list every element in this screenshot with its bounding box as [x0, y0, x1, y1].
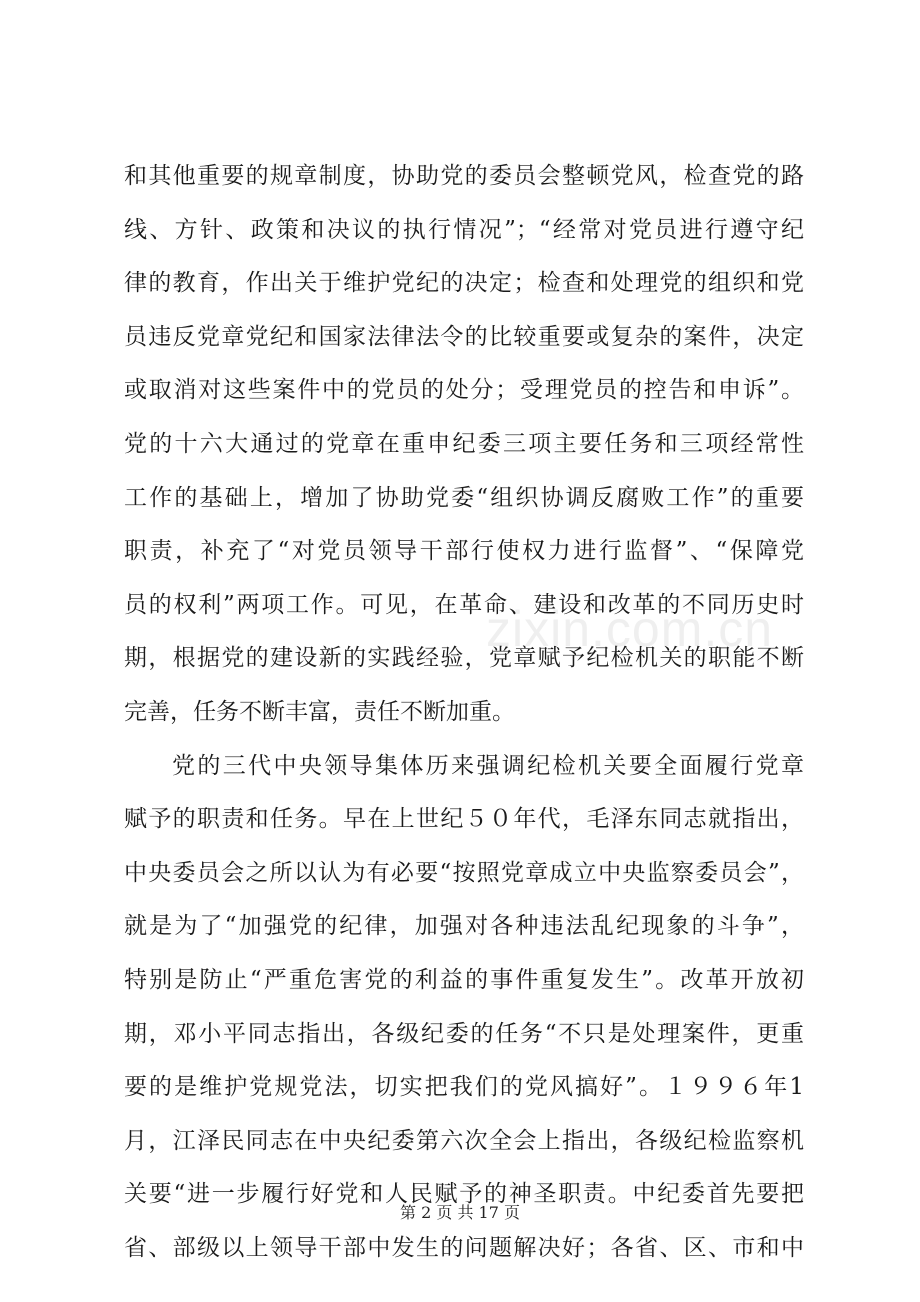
text-line: 省、部级以上领导干部中发生的问题解决好；各省、区、市和中	[124, 1234, 804, 1261]
text-line: 特别是防止“严重危害党的利益的事件重复发生”。改革开放初	[124, 966, 804, 993]
body-text	[124, 150, 804, 1275]
text-line: 工作的基础上，增加了协助党委“组织协调反腐败工作”的重要	[124, 484, 804, 511]
watermark: zixin.com.cn	[486, 601, 774, 657]
text-line: 党的十六大通过的党章在重申纪委三项主要任务和三项经常性	[124, 430, 804, 457]
text-line: 线、方针、政策和决议的执行情况”；“经常对党员进行遵守纪	[124, 216, 804, 243]
text-line: 律的教育，作出关于维护党纪的决定；检查和处理党的组织和党	[124, 270, 804, 297]
text-line: 就是为了“加强党的纪律，加强对各种违法乱纪现象的斗争”，	[124, 913, 804, 940]
text-line: 期，根据党的建设新的实践经验，党章赋予纪检机关的职能不断	[124, 645, 804, 672]
text-line: 职责，补充了“对党员领导干部行使权力进行监督”、“保障党	[124, 538, 804, 565]
text-line: 期，邓小平同志指出，各级纪委的任务“不只是处理案件，更重	[124, 1020, 804, 1047]
text-line: 党的三代中央领导集体历来强调纪检机关要全面履行党章	[172, 752, 804, 779]
page-footer: 第 2 页 共 17 页	[400, 1203, 520, 1222]
text-line: 赋予的职责和任务。早在上世纪５０年代，毛泽东同志就指出，	[124, 806, 804, 833]
text-line: 中央委员会之所以认为有必要“按照党章成立中央监察委员会”，	[124, 859, 804, 886]
text-line: 要的是维护党规党法，切实把我们的党风搞好”。１９９６年1	[124, 1074, 804, 1101]
text-line: 月，江泽民同志在中央纪委第六次全会上指出，各级纪检监察机	[124, 1127, 804, 1154]
text-line: 员的权利”两项工作。可见，在革命、建设和改革的不同历史时	[124, 591, 804, 618]
text-line: 或取消对这些案件中的党员的处分；受理党员的控告和申诉”。	[124, 377, 804, 404]
text-line: 完善，任务不断丰富，责任不断加重。	[124, 698, 515, 725]
text-line: 员违反党章党纪和国家法律法令的比较重要或复杂的案件，决定	[124, 323, 804, 350]
text-line: 和其他重要的规章制度，协助党的委员会整顿党风，检查党的路	[124, 163, 804, 189]
text-line: 关要“进一步履行好党和人民赋予的神圣职责。中纪委首先要把	[124, 1181, 804, 1208]
